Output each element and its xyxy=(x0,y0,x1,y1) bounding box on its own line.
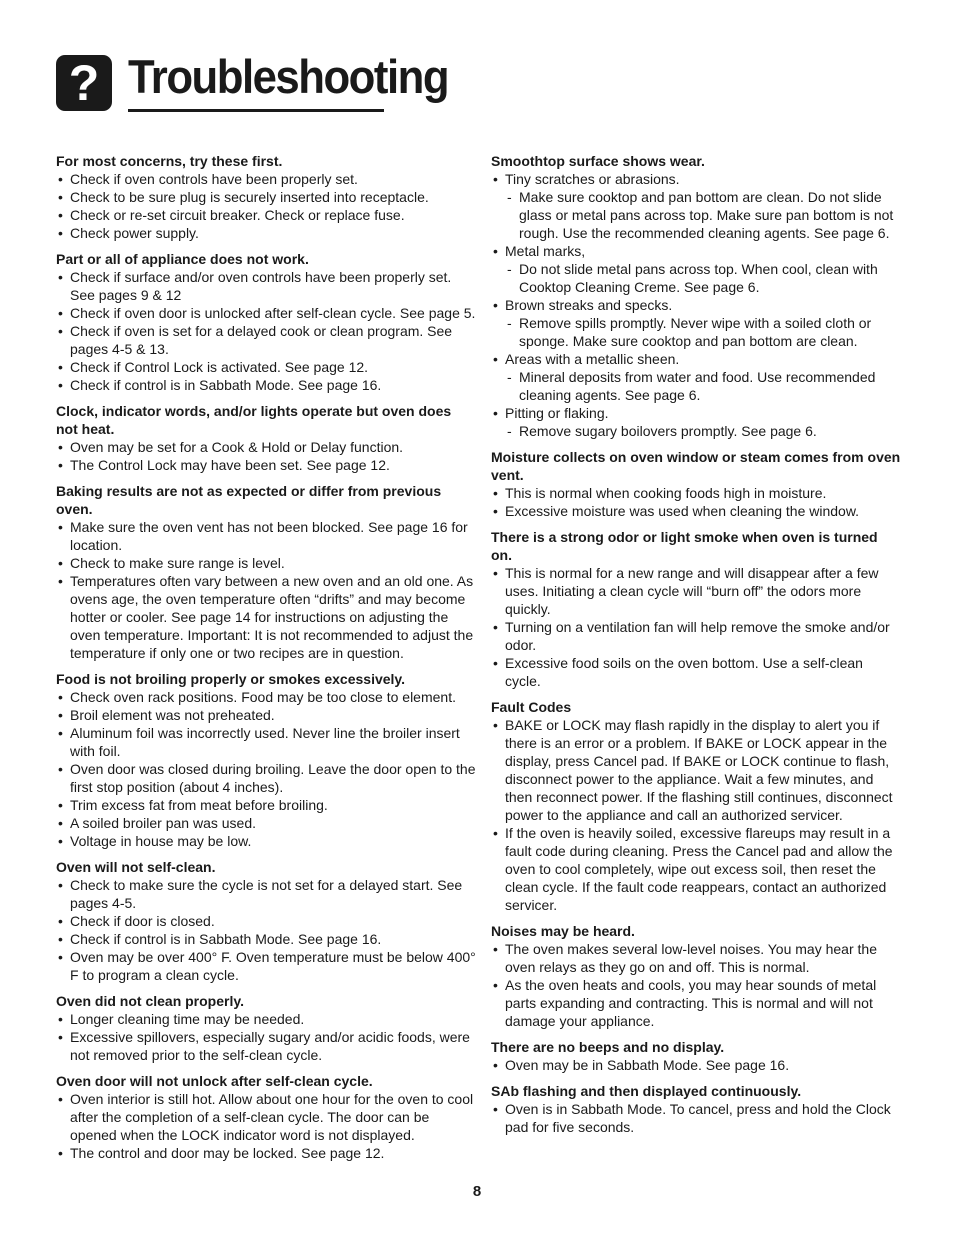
section-heading: Oven will not self-clean. xyxy=(56,859,216,875)
sub-list xyxy=(505,188,901,242)
bullet-text: As the oven heats and cools, you may hear sounds of metal parts expanding and contracting. This is normal and will not damage your appliance. xyxy=(505,977,877,1029)
bullet-list xyxy=(56,876,476,984)
left-column xyxy=(56,152,476,1170)
troubleshooting-section xyxy=(491,528,901,690)
bullet-item xyxy=(491,654,901,690)
question-mark-icon: ? xyxy=(56,55,112,111)
bullet-item xyxy=(56,876,476,912)
right-column xyxy=(491,152,901,1144)
bullet-text: Oven may be in Sabbath Mode. See page 16. xyxy=(505,1057,790,1073)
bullet-text: This is normal when cooking foods high in moisture. xyxy=(505,485,827,501)
bullet-item xyxy=(491,404,901,440)
page-number: 8 xyxy=(472,1183,482,1200)
bullet-list xyxy=(56,438,476,474)
bullet-item xyxy=(491,350,901,404)
bullet-item xyxy=(56,456,476,474)
bullet-list xyxy=(491,170,901,440)
bullet-text: If the oven is heavily soiled, excessive flareups may result in a fault code during cleaning. Press the Cancel pad and allow the oven to cool completely, wipe out excess soil, then reset the clean cycle. If the fault code reappears, contact an authorized servicer. xyxy=(505,825,893,913)
bullet-text: Excessive moisture was used when cleaning the window. xyxy=(505,503,860,519)
bullet-item xyxy=(491,940,901,976)
bullet-text: Check to make sure the cycle is not set for a delayed start. See pages 4-5. xyxy=(70,877,463,911)
bullet-item xyxy=(56,1010,476,1028)
bullet-item xyxy=(56,760,476,796)
section-heading: Baking results are not as expected or differ from previous oven. xyxy=(56,483,442,517)
troubleshooting-section xyxy=(56,250,476,394)
section-heading: SAb flashing and then displayed continuously. xyxy=(491,1083,802,1099)
troubleshooting-section xyxy=(56,152,476,242)
bullet-item xyxy=(56,912,476,930)
bullet-text: Check if door is closed. xyxy=(70,913,215,929)
bullet-item xyxy=(56,572,476,662)
troubleshooting-section xyxy=(56,670,476,850)
bullet-list xyxy=(56,518,476,662)
bullet-item xyxy=(56,706,476,724)
sub-item: - Do not slide metal pans across top. When cool, clean with Cooktop Cleaning Creme. See page 6. xyxy=(505,260,901,296)
bullet-text: Oven may be set for a Cook & Hold or Delay function. xyxy=(70,439,404,455)
bullet-list xyxy=(491,940,901,1030)
bullet-item xyxy=(491,242,901,296)
bullet-item xyxy=(491,564,901,618)
section-heading: Oven door will not unlock after self-clean cycle. xyxy=(56,1073,373,1089)
bullet-text: Check if control is in Sabbath Mode. See page 16. xyxy=(70,377,382,393)
sub-item: - Remove spills promptly. Never wipe with a soiled cloth or sponge. Make sure cooktop and pan bottom are clean. xyxy=(505,314,901,350)
bullet-text: Oven may be over 400° F. Oven temperature must be below 400° F to program a clean cycle. xyxy=(70,949,476,983)
bullet-text: Tiny scratches or abrasions. xyxy=(505,171,680,187)
bullet-text: Broil element was not preheated. xyxy=(70,707,275,723)
bullet-item xyxy=(56,438,476,456)
bullet-item xyxy=(56,224,476,242)
bullet-text: Check if control is in Sabbath Mode. See page 16. xyxy=(70,931,382,947)
bullet-list xyxy=(491,1100,901,1136)
bullet-item xyxy=(56,724,476,760)
bullet-text: The oven makes several low-level noises. You may hear the oven relays as they go on and off. This is normal. xyxy=(505,941,877,975)
bullet-text: Check oven rack positions. Food may be too close to element. xyxy=(70,689,456,705)
sub-item: - Make sure cooktop and pan bottom are clean. Do not slide glass or metal pans across top. Make sure pan bottom is not rough. Use the recommended cleaning agents. See page 6. xyxy=(505,188,901,242)
bullet-text: Brown streaks and specks. xyxy=(505,297,673,313)
section-heading: Noises may be heard. xyxy=(491,923,635,939)
troubleshooting-section xyxy=(56,992,476,1064)
bullet-text: Check to be sure plug is securely inserted into receptacle. xyxy=(70,189,429,205)
bullet-item xyxy=(56,206,476,224)
troubleshooting-section xyxy=(56,1072,476,1162)
bullet-item xyxy=(56,1090,476,1144)
bullet-text: Excessive spillovers, especially sugary and/or acidic foods, were not removed prior to the self-clean cycle. xyxy=(70,1029,470,1063)
bullet-text: Check if oven controls have been properly set. xyxy=(70,171,358,187)
bullet-list xyxy=(491,1056,901,1074)
bullet-text: Voltage in house may be low. xyxy=(70,833,252,849)
bullet-text: Oven door was closed during broiling. Leave the door open to the first stop position (about 4 inches). xyxy=(70,761,476,795)
sub-list xyxy=(505,422,901,440)
troubleshooting-section xyxy=(491,698,901,914)
sub-list xyxy=(505,260,901,296)
troubleshooting-section xyxy=(56,858,476,984)
bullet-text: Areas with a metallic sheen. xyxy=(505,351,680,367)
bullet-item xyxy=(491,716,901,824)
section-heading: Food is not broiling properly or smokes excessively. xyxy=(56,671,406,687)
section-heading: There is a strong odor or light smoke when oven is turned on. xyxy=(491,529,878,563)
troubleshooting-section xyxy=(491,1082,901,1136)
bullet-text: Turning on a ventilation fan will help remove the smoke and/or odor. xyxy=(505,619,890,653)
section-heading: Oven did not clean properly. xyxy=(56,993,244,1009)
bullet-text: Make sure the oven vent has not been blocked. See page 16 for location. xyxy=(70,519,468,553)
bullet-list xyxy=(56,1010,476,1064)
bullet-item xyxy=(56,688,476,706)
troubleshooting-section xyxy=(491,1038,901,1074)
bullet-item xyxy=(491,502,901,520)
troubleshooting-section xyxy=(491,152,901,440)
sub-item: - Remove sugary boilovers promptly. See page 6. xyxy=(505,422,901,440)
bullet-list xyxy=(56,170,476,242)
section-heading: There are no beeps and no display. xyxy=(491,1039,725,1055)
title-underline xyxy=(128,109,384,112)
bullet-text: Aluminum foil was incorrectly used. Never line the broiler insert with foil. xyxy=(70,725,460,759)
bullet-list xyxy=(56,268,476,394)
bullet-item xyxy=(491,1100,901,1136)
bullet-list xyxy=(56,688,476,850)
bullet-text: The control and door may be locked. See page 12. xyxy=(70,1145,385,1161)
bullet-item xyxy=(491,824,901,914)
bullet-text: Check power supply. xyxy=(70,225,199,241)
section-heading: For most concerns, try these first. xyxy=(56,153,283,169)
troubleshooting-section xyxy=(491,448,901,520)
section-heading: Moisture collects on oven window or steam comes from oven vent. xyxy=(491,449,901,483)
bullet-item xyxy=(491,484,901,502)
bullet-item xyxy=(56,1144,476,1162)
bullet-text: Check if oven door is unlocked after self-clean cycle. See page 5. xyxy=(70,305,476,321)
bullet-item xyxy=(56,322,476,358)
bullet-item xyxy=(56,832,476,850)
bullet-item xyxy=(491,296,901,350)
bullet-text: Check or re-set circuit breaker. Check or replace fuse. xyxy=(70,207,405,223)
bullet-item xyxy=(56,188,476,206)
bullet-item xyxy=(56,170,476,188)
bullet-text: The Control Lock may have been set. See page 12. xyxy=(70,457,390,473)
sub-list xyxy=(505,368,901,404)
section-heading: Smoothtop surface shows wear. xyxy=(491,153,705,169)
bullet-text: This is normal for a new range and will disappear after a few uses. Initiating a clean cycle will “burn off” the odors more quickly. xyxy=(505,565,879,617)
troubleshooting-section xyxy=(491,922,901,1030)
bullet-item xyxy=(491,170,901,242)
bullet-list xyxy=(491,484,901,520)
troubleshooting-section xyxy=(56,482,476,662)
bullet-text: Check if surface and/or oven controls have been properly set. See pages 9 & 12 xyxy=(70,269,452,303)
bullet-text: Oven interior is still hot. Allow about one hour for the oven to cool after the completion of a self-clean cycle. The door can be opened when the LOCK indicator word is not displayed. xyxy=(70,1091,474,1143)
bullet-list xyxy=(491,564,901,690)
bullet-text: BAKE or LOCK may flash rapidly in the display to alert you if there is an error or a problem. If BAKE or LOCK appear in the display, press Cancel pad. If BAKE or LOCK continue to flash, disconnect power to the appliance. Wait a few minutes, and then reconnect power. If the flashing still continues, disconnect power to the appliance and call an authorized servicer. xyxy=(505,717,893,823)
bullet-item xyxy=(56,796,476,814)
page-title: Troubleshooting xyxy=(128,50,449,103)
bullet-text: Metal marks, xyxy=(505,243,586,259)
bullet-text: Trim excess fat from meat before broiling. xyxy=(70,797,328,813)
bullet-item xyxy=(56,376,476,394)
section-heading: Clock, indicator words, and/or lights operate but oven does not heat. xyxy=(56,403,452,437)
bullet-item xyxy=(56,268,476,304)
sub-item: - Mineral deposits from water and food. Use recommended cleaning agents. See page 6. xyxy=(505,368,901,404)
bullet-item xyxy=(56,358,476,376)
bullet-text: Temperatures often vary between a new oven and an old one. As ovens age, the oven temperature often “drifts” and may become hotter or cooler. See page 14 for instructions on adjusting the oven temperature. Important: It is not recommended to adjust the temperature if only one or two recipes are in question. xyxy=(70,573,474,661)
bullet-item xyxy=(56,554,476,572)
bullet-item xyxy=(56,1028,476,1064)
bullet-item xyxy=(491,618,901,654)
bullet-list xyxy=(56,1090,476,1162)
bullet-text: A soiled broiler pan was used. xyxy=(70,815,256,831)
bullet-item xyxy=(56,930,476,948)
bullet-text: Longer cleaning time may be needed. xyxy=(70,1011,305,1027)
bullet-item xyxy=(56,518,476,554)
bullet-text: Oven is in Sabbath Mode. To cancel, press and hold the Clock pad for five seconds. xyxy=(505,1101,891,1135)
bullet-text: Excessive food soils on the oven bottom. Use a self-clean cycle. xyxy=(505,655,863,689)
bullet-item xyxy=(56,304,476,322)
sub-list xyxy=(505,314,901,350)
troubleshooting-section xyxy=(56,402,476,474)
section-heading: Fault Codes xyxy=(491,699,572,715)
bullet-text: Check to make sure range is level. xyxy=(70,555,285,571)
bullet-item xyxy=(56,948,476,984)
bullet-item xyxy=(56,814,476,832)
bullet-item xyxy=(491,976,901,1030)
bullet-item xyxy=(491,1056,901,1074)
bullet-text: Check if oven is set for a delayed cook or clean program. See pages 4-5 & 13. xyxy=(70,323,453,357)
section-heading: Part or all of appliance does not work. xyxy=(56,251,309,267)
bullet-text: Check if Control Lock is activated. See page 12. xyxy=(70,359,369,375)
bullet-text: Pitting or flaking. xyxy=(505,405,609,421)
bullet-list xyxy=(491,716,901,914)
